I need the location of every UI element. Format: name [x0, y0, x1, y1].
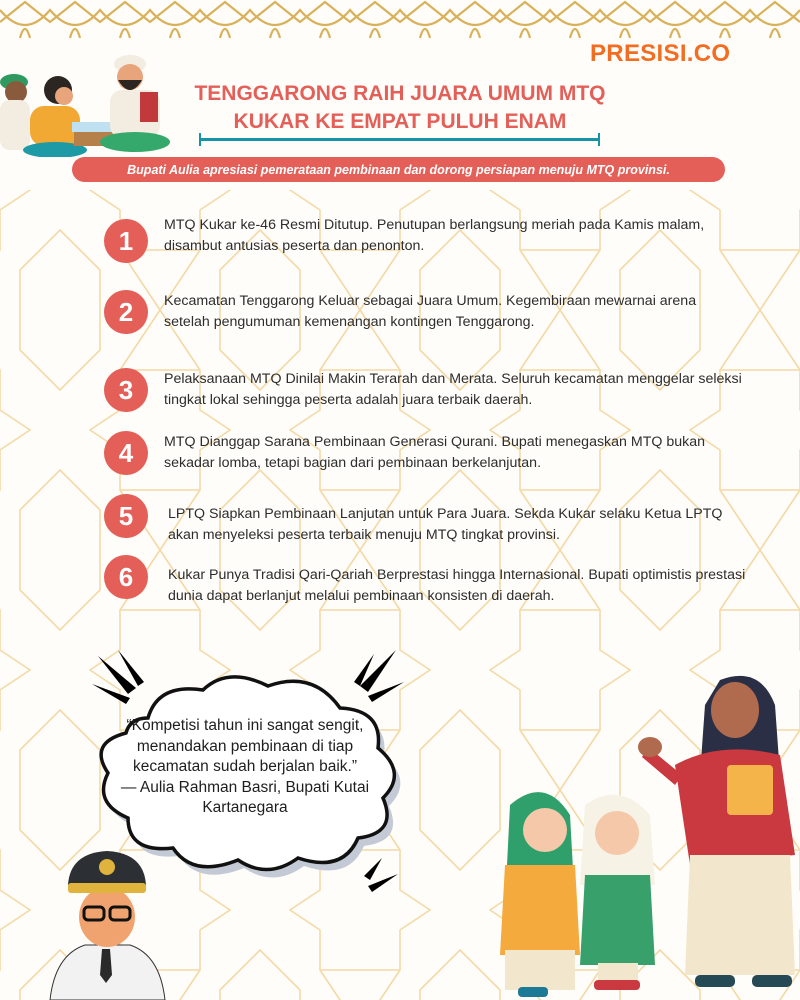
number-badge: 1	[104, 219, 148, 263]
point-text: MTQ Dianggap Sarana Pembinaan Generasi Qurani. Bupati menegaskan MTQ bukan sekadar lomba, tetapi bagian dari pembinaan berkelanjutan.	[164, 434, 705, 471]
point-text: LPTQ Siapkan Pembinaan Lanjutan untuk Para Juara. Sekda Kukar selaku Ketua LPTQ akan menyeleksi peserta terbaik menuju MTQ tingkat provinsi.	[168, 506, 723, 543]
point-text: MTQ Kukar ke-46 Resmi Ditutup. Penutupan berlangsung meriah pada Kamis malam, disambut antusias peserta dan penonton.	[164, 217, 705, 254]
quote-attribution: — Aulia Rahman Basri, Bupati Kutai Kartanegara	[120, 778, 370, 816]
number-badge: 5	[104, 494, 148, 538]
number-badge: 4	[104, 431, 148, 475]
quote-block	[120, 716, 370, 819]
point-text: Pelaksanaan MTQ Dinilai Makin Terarah dan Merata. Seluruh kecamatan menggelar seleksi tingkat lokal sehingga peserta adalah juara terbaik daerah.	[164, 371, 742, 408]
teacher-and-girls-illustration	[490, 655, 800, 1000]
point-text: Kukar Punya Tradisi Qari-Qariah Berprestasi hingga Internasional. Bupati optimistis prestasi dunia dapat berlanjut melalui pembinaan konsisten di daerah.	[168, 567, 746, 604]
title-divider	[199, 138, 600, 141]
subtitle-banner	[72, 157, 725, 182]
point-text: Kecamatan Tenggarong Keluar sebagai Juara Umum. Kegembiraan mewarnai arena setelah pengumuman kemenangan kontingen Tenggarong.	[164, 293, 697, 330]
quote-text: “Kompetisi tahun ini sangat sengit, menandakan pembinaan di tiap kecamatan sudah berjalan baik.”	[126, 717, 364, 775]
teacher-and-boys-illustration	[0, 52, 175, 157]
ornamental-top-border	[0, 0, 800, 40]
number-badge: 3	[104, 368, 148, 412]
brand-logo: PRESISI.CO	[590, 40, 731, 67]
number-badge: 6	[104, 555, 148, 599]
number-badge: 2	[104, 290, 148, 334]
title-line-2: KUKAR KE EMPAT PULUH ENAM	[233, 110, 567, 133]
page-title	[180, 80, 620, 136]
subtitle-text: Bupati Aulia apresiasi pemerataan pembinaan dan dorong persiapan menuju MTQ provinsi.	[127, 162, 670, 177]
title-line-1: TENGGARONG RAIH JUARA UMUM MTQ	[194, 82, 606, 105]
